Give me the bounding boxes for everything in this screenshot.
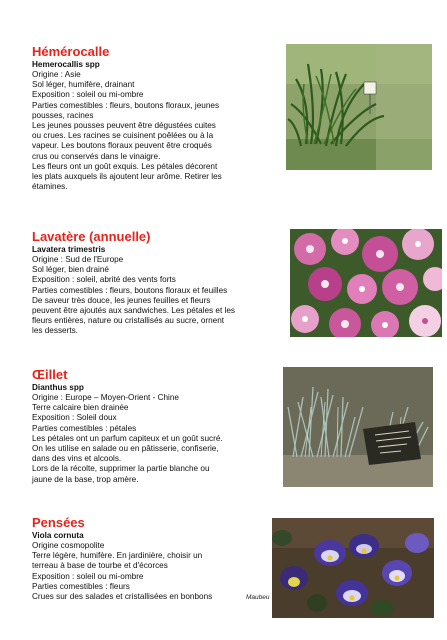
plant-line: Parties comestibles : fleurs — [32, 581, 130, 591]
plant-line: dans des vins et alcools. — [32, 454, 122, 464]
plant-line: terreau à base de tourbe et d'écorces — [32, 561, 168, 571]
plant-line: Les pétales ont un parfum capiteux et un goût sucré. — [32, 433, 223, 443]
plant-entry-pensees — [32, 515, 262, 602]
plant-line: On les utilise en salade ou en pâtisserie, confiserie, — [32, 444, 219, 454]
plant-line: les plats auxquels ils ajoutent leur arôme. Retirer les — [32, 172, 222, 182]
photo-credit: Maubeu — [246, 594, 270, 601]
plant-line: Exposition : Soleil doux — [32, 413, 117, 423]
plant-line: crus ou conservés dans le vinaigre. — [32, 151, 161, 161]
plant-line: fleurs entières, nature ou cristallisés au sucre, ornent — [32, 316, 225, 326]
plant-line: Parties comestibles : pétales — [32, 423, 137, 433]
plant-latin-name: Dianthus spp — [32, 383, 84, 392]
plant-latin-name: Lavatera trimestris — [32, 245, 106, 254]
plant-line: Parties comestibles : fleurs, boutons floraux, jeunes — [32, 100, 220, 110]
lavatera-photo — [290, 229, 442, 337]
plant-title: Hémérocalle — [32, 44, 110, 59]
plant-latin-name: Hemerocallis spp — [32, 60, 100, 69]
plant-line: Parties comestibles : fleurs, boutons floraux et feuilles — [32, 285, 228, 295]
plant-entry-hemerocalle — [32, 44, 262, 192]
plant-line: jaune de la base, trop amère. — [32, 474, 139, 484]
plant-line: Origine : Sud de l'Europe — [32, 255, 124, 264]
plant-line: Terre légère, humifère. En jardinière, choisir un — [32, 551, 203, 561]
plant-latin-name: Viola cornuta — [32, 531, 84, 540]
plant-line: Exposition : soleil, abrité des vents forts — [32, 275, 176, 285]
dianthus-photo — [283, 367, 433, 487]
plant-line: Crues sur des salades et cristallisées en bonbons — [32, 592, 213, 602]
plant-title: Œillet — [32, 367, 68, 382]
plant-line: Terre calcaire bien drainée — [32, 403, 129, 413]
plant-line: Origine : Asie — [32, 70, 81, 79]
plant-line: vapeur. Les boutons floraux peuvent être croqués — [32, 141, 212, 151]
plant-line: les desserts. — [32, 326, 78, 336]
plant-line: Exposition : soleil ou mi-ombre — [32, 90, 144, 100]
plant-entry-oeillet — [32, 367, 262, 485]
plant-line: Sol léger, bien drainé — [32, 265, 109, 275]
pansies-photo — [272, 518, 434, 618]
plant-line: De saveur très douce, les jeunes feuilles et fleurs — [32, 295, 211, 305]
plant-line: Origine cosmopolite — [32, 541, 105, 550]
plant-line: peuvent être ajoutés aux sandwiches. Les pétales et les — [32, 306, 235, 316]
plant-title: Lavatère (annuelle) — [32, 229, 151, 244]
plant-line: ou crues. Les racines se cuisinent poêlées ou à la — [32, 131, 214, 141]
plant-line: pousses, racines — [32, 110, 94, 120]
plant-line: Lors de la récolte, supprimer la partie blanche ou — [32, 464, 210, 474]
plant-title: Pensées — [32, 515, 85, 530]
daylily-photo — [286, 44, 432, 170]
plant-entry-lavatere — [32, 229, 262, 337]
plant-line: Sol léger, humifère, drainant — [32, 80, 135, 90]
plant-line: Origine : Europe – Moyen-Orient - Chine — [32, 393, 179, 402]
plant-line: Les jeunes pousses peuvent être dégustées cuites — [32, 121, 216, 131]
plant-line: Les fleurs ont un goût exquis. Les pétales décorent — [32, 161, 218, 171]
plant-line: Exposition : soleil ou mi-ombre — [32, 571, 144, 581]
plant-line: étamines. — [32, 182, 68, 192]
